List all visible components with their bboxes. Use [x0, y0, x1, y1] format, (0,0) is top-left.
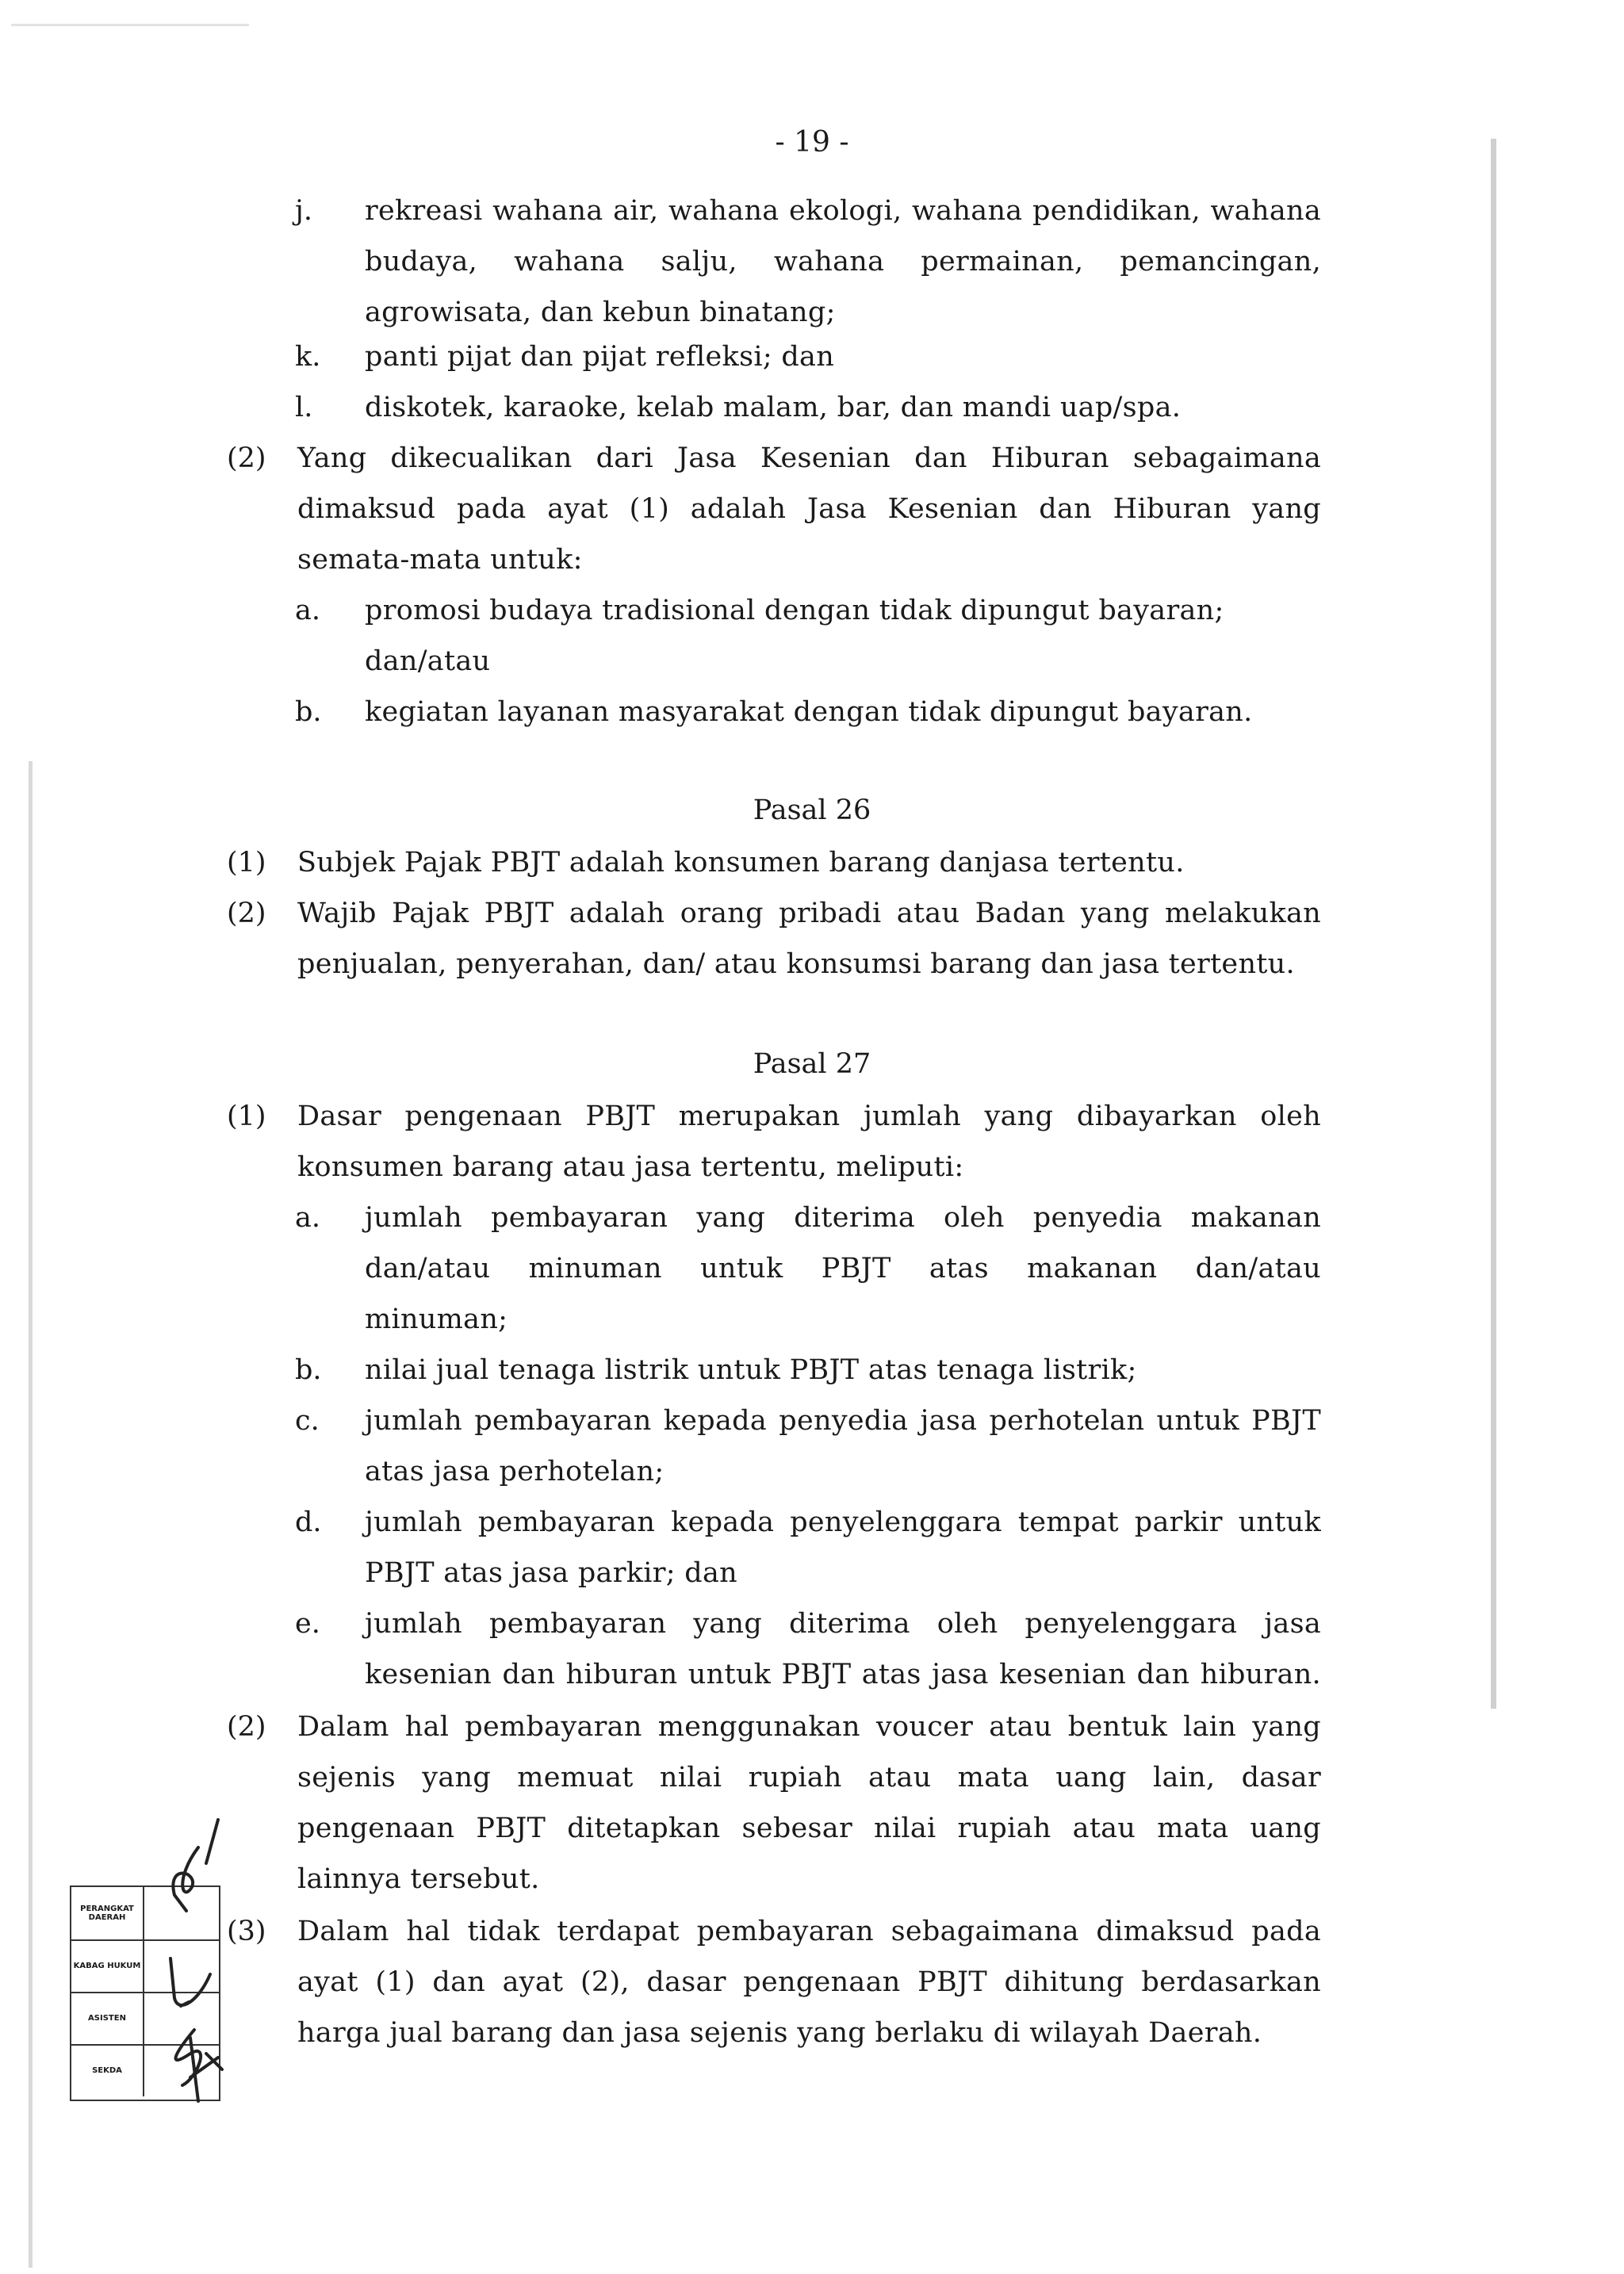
item-b-line-1: kegiatan layanan masyarakat dengan tidak dipungut bayaran.	[365, 696, 1253, 728]
ayat-line: Dalam hal pembayaran menggunakan voucer atau bentuk lain yang	[297, 1711, 1321, 1743]
item-marker-l: l.	[295, 392, 313, 423]
item-e-line-1: jumlah pembayaran yang diterima oleh penyelenggara jasa	[365, 1608, 1321, 1640]
item-d-line-2: PBJT atas jasa parkir; dan	[365, 1557, 737, 1589]
ayat-line: lainnya tersebut.	[297, 1863, 540, 1895]
ayat-line: harga jual barang dan jasa sejenis yang berlaku di wilayah Daerah.	[297, 2017, 1262, 2049]
item-marker-a: a.	[295, 595, 320, 626]
pasal-26-heading: Pasal 26	[753, 794, 871, 826]
item-e-line-2: kesenian dan hiburan untuk PBJT atas jasa kesenian dan hiburan.	[365, 1659, 1321, 1690]
scan-artifact-right	[1491, 139, 1496, 1709]
item-a-line-1: promosi budaya tradisional dengan tidak dipungut bayaran;	[365, 595, 1224, 626]
stamp-label: KABAG HUKUM	[71, 1939, 144, 1992]
ayat-line: ayat (1) dan ayat (2), dasar pengenaan PBJT dihitung berdasarkan	[297, 1966, 1321, 1998]
ayat-line: konsumen barang atau jasa tertentu, meliputi:	[297, 1151, 964, 1183]
item-k-line-1: panti pijat dan pijat refleksi; dan	[365, 341, 835, 373]
ayat-line: Wajib Pajak PBJT adalah orang pribadi atau Badan yang melakukan	[297, 898, 1321, 929]
ayat-number: (2)	[227, 442, 266, 474]
ayat-line: semata-mata untuk:	[297, 544, 583, 576]
ayat-number: (2)	[227, 898, 266, 929]
item-b-line-1: nilai jual tenaga listrik untuk PBJT atas tenaga listrik;	[365, 1354, 1137, 1386]
item-a-line-2: dan/atau minuman untuk PBJT atas makanan dan/atau	[365, 1253, 1321, 1284]
ayat-line: penjualan, penyerahan, dan/ atau konsumsi barang dan jasa tertentu.	[297, 948, 1295, 980]
item-j-line-2: budaya, wahana salju, wahana permainan, pemancingan,	[365, 246, 1321, 278]
item-j-line-3: agrowisata, dan kebun binatang;	[365, 297, 836, 328]
item-marker-k: k.	[295, 341, 321, 373]
scan-artifact-top	[11, 24, 249, 26]
scan-artifact-left	[29, 761, 33, 2268]
stamp-label: SEKDA	[71, 2044, 144, 2096]
ayat-line: Yang dikecualikan dari Jasa Kesenian dan Hiburan sebagaimana	[297, 442, 1321, 474]
ayat-line: Subjek Pajak PBJT adalah konsumen barang danjasa tertentu.	[297, 847, 1185, 879]
ayat-line: pengenaan PBJT ditetapkan sebesar nilai rupiah atau mata uang	[297, 1813, 1321, 1844]
ayat-line: dimaksud pada ayat (1) adalah Jasa Kesenian dan Hiburan yang	[297, 493, 1321, 525]
stamp-label: PERANGKAT DAERAH	[71, 1887, 144, 1939]
item-marker-j: j.	[295, 195, 312, 227]
item-marker-b: b.	[295, 1354, 322, 1386]
item-l-line-1: diskotek, karaoke, kelab malam, bar, dan mandi uap/spa.	[365, 392, 1182, 423]
item-marker-b: b.	[295, 696, 322, 728]
stamp-label: ASISTEN	[71, 1992, 144, 2044]
ayat-number: (1)	[227, 1101, 266, 1132]
item-j-line-1: rekreasi wahana air, wahana ekologi, wahana pendidikan, wahana	[365, 195, 1321, 227]
ayat-number: (1)	[227, 847, 266, 879]
ayat-line: sejenis yang memuat nilai rupiah atau mata uang lain, dasar	[297, 1762, 1321, 1794]
page-number: - 19 -	[775, 126, 849, 159]
item-a-line-1: jumlah pembayaran yang diterima oleh penyedia makanan	[365, 1202, 1321, 1234]
item-marker-e: e.	[295, 1608, 320, 1640]
item-c-line-2: atas jasa perhotelan;	[365, 1456, 665, 1487]
item-marker-a: a.	[295, 1202, 320, 1234]
pasal-27-heading: Pasal 27	[753, 1048, 871, 1080]
ayat-number: (2)	[227, 1711, 266, 1743]
item-a-line-3: minuman;	[365, 1304, 508, 1335]
ayat-line: Dalam hal tidak terdapat pembayaran sebagaimana dimaksud pada	[297, 1916, 1321, 1947]
item-a-line-2: dan/atau	[365, 645, 491, 677]
item-d-line-1: jumlah pembayaran kepada penyelenggara tempat parkir untuk	[365, 1506, 1321, 1538]
item-marker-d: d.	[295, 1506, 322, 1538]
item-c-line-1: jumlah pembayaran kepada penyedia jasa perhotelan untuk PBJT	[365, 1405, 1321, 1437]
paraf-signature-icon	[143, 1816, 238, 2117]
item-marker-c: c.	[295, 1405, 320, 1437]
ayat-line: Dasar pengenaan PBJT merupakan jumlah yang dibayarkan oleh	[297, 1101, 1321, 1132]
ayat-number: (3)	[227, 1916, 266, 1947]
